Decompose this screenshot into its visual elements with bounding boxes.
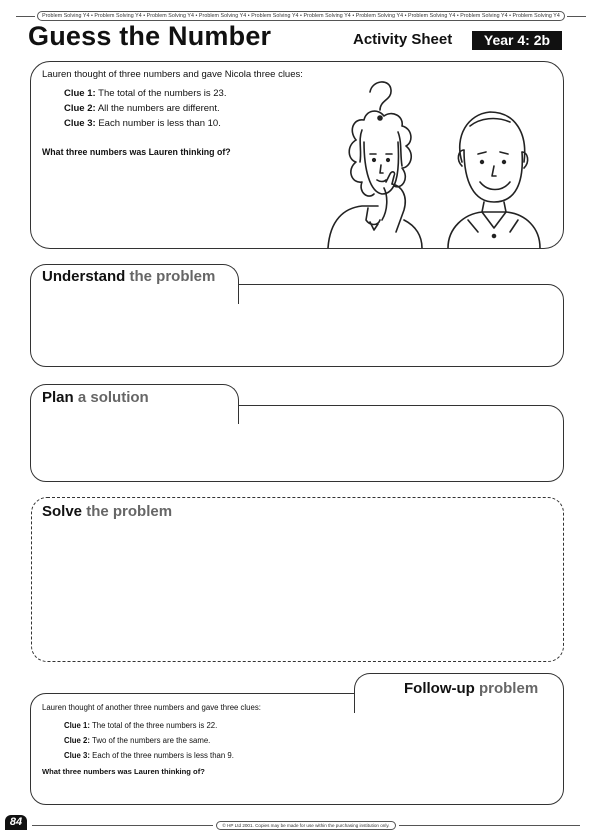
sheet-label: Activity Sheet xyxy=(353,31,453,48)
followup-heading: Follow-up problem xyxy=(404,680,539,697)
followup-clue-3-text: Each of the three numbers is less than 9. xyxy=(92,751,234,760)
plan-heading: Plan a solution xyxy=(42,389,149,406)
followup-clue-1-label: Clue 1: xyxy=(64,721,90,730)
page-number: 84 xyxy=(5,815,27,830)
clue-3 xyxy=(64,118,221,129)
problem-intro: Lauren thought of three numbers and gave Nicola three clues: xyxy=(42,69,303,80)
followup-clue-3 xyxy=(64,751,234,760)
followup-clue-1 xyxy=(64,721,217,730)
page-title: Guess the Number xyxy=(28,21,272,51)
running-header-text: Problem Solving Y4 • Problem Solving Y4 • Problem Solving Y4 • Problem Solving Y4 • Problem Solving Y4 • Problem Solving Y4 • Problem Solving Y4 • Problem Solving Y4 • Problem Solving Y4 • Problem Solving Y4 xyxy=(37,11,565,21)
clue-1-text: The total of the numbers is 23. xyxy=(98,88,227,99)
year-badge: Year 4: 2b xyxy=(472,31,562,50)
copyright-text: © HP Ltd 2001. Copies may be made for use within the purchasing institution only. xyxy=(216,821,395,830)
clue-2-text: All the numbers are different. xyxy=(97,103,220,114)
children-illustration xyxy=(318,70,558,248)
solve-heading: Solve the problem xyxy=(42,503,173,520)
problem-question: What three numbers was Lauren thinking of? xyxy=(42,147,231,157)
followup-clue-2-text: Two of the numbers are the same. xyxy=(92,736,211,745)
clue-1-label: Clue 1: xyxy=(64,88,96,99)
understand-heading: Understand the problem xyxy=(42,268,216,285)
clue-2-label: Clue 2: xyxy=(64,103,96,114)
followup-clue-3-label: Clue 3: xyxy=(64,751,90,760)
clue-1 xyxy=(64,88,226,99)
followup-clue-1-text: The total of the three numbers is 22. xyxy=(92,721,218,730)
footer xyxy=(32,820,580,830)
followup-intro: Lauren thought of another three numbers and gave three clues: xyxy=(42,703,261,712)
clue-2 xyxy=(64,103,220,114)
clue-3-label: Clue 3: xyxy=(64,118,96,129)
solve-box[interactable] xyxy=(31,497,564,662)
followup-clue-2 xyxy=(64,736,210,745)
followup-question: What three numbers was Lauren thinking of? xyxy=(42,767,205,776)
clue-3-text: Each number is less than 10. xyxy=(98,118,221,129)
followup-clue-2-label: Clue 2: xyxy=(64,736,90,745)
